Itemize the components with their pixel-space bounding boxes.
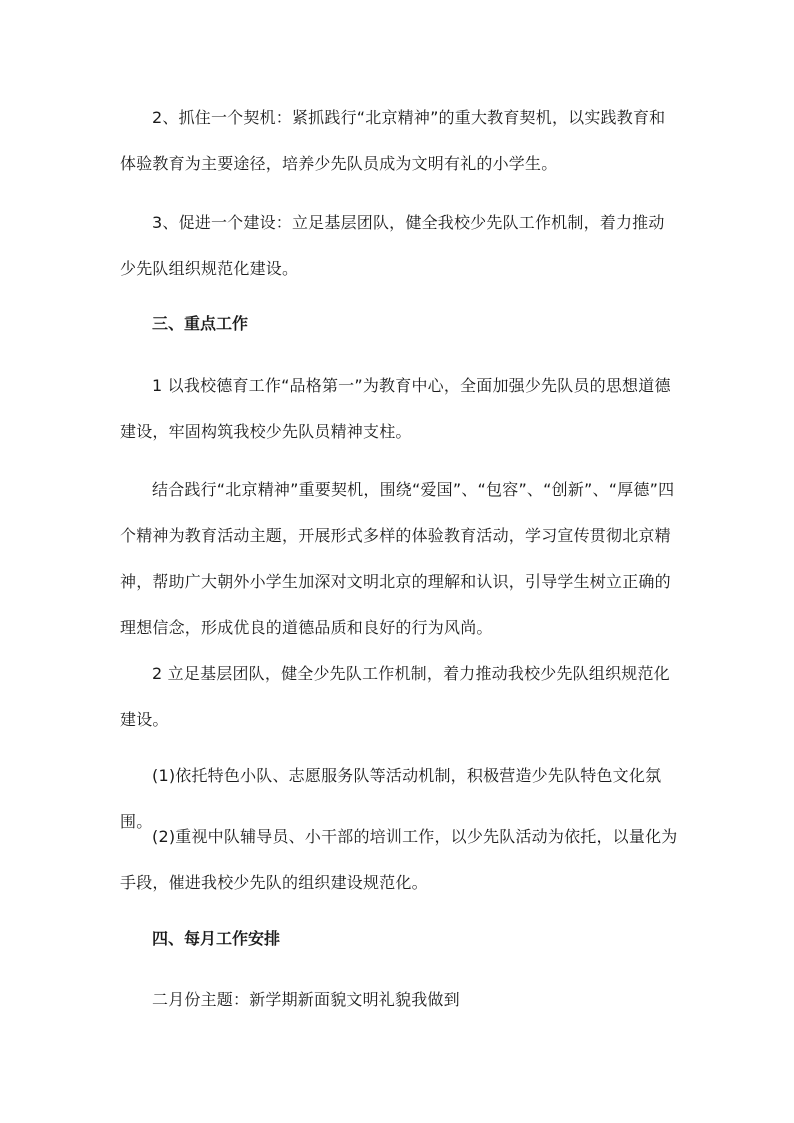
paragraph-training: (2)重视中队辅导员、小干部的培训工作，以少先队活动为依托，以量化为手段，催进我校少先队的组织建设规范化。 bbox=[120, 827, 678, 892]
paragraph-beijing-spirit: 结合践行“北京精神”重要契机，围绕“爱国”、“包容”、“创新”、“厚德”四个精神为教育活动主题，开展形式多样的体验教育活动，学习宣传贯彻北京精神，帮助广大朝外小学生加深对文明北京的理解和认识，引导学生树立正确的理想信念，形成优良的道德品质和良好的行为风尚。 bbox=[120, 480, 675, 637]
paragraph-opportunity: 2、抓住一个契机：紧抓践行“北京精神”的重大教育契机，以实践教育和体验教育为主要途径，培养少先队员成为文明有礼的小学生。 bbox=[120, 108, 666, 173]
paragraph-february-theme: 二月份主题：新学期新面貌文明礼貌我做到 bbox=[152, 990, 460, 1009]
section-heading-key-work: 三、重点工作 bbox=[152, 314, 249, 333]
paragraph-special-squads: (1)依托特色小队、志愿服务队等活动机制，积极营造少先队特色文化氛围。 bbox=[120, 766, 662, 831]
paragraph-construction: 3、促进一个建设：立足基层团队，健全我校少先队工作机制，着力推动少先队组织规范化建设。 bbox=[120, 213, 665, 278]
paragraph-moral-education: 1 以我校德育工作“品格第一”为教育中心，全面加强少先队员的思想道德建设，牢固构筑我校少先队员精神支柱。 bbox=[120, 376, 671, 441]
section-heading-monthly-plan: 四、每月工作安排 bbox=[152, 929, 281, 948]
paragraph-grassroots-team: 2 立足基层团队，健全少先队工作机制，着力推动我校少先队组织规范化建设。 bbox=[120, 664, 670, 729]
